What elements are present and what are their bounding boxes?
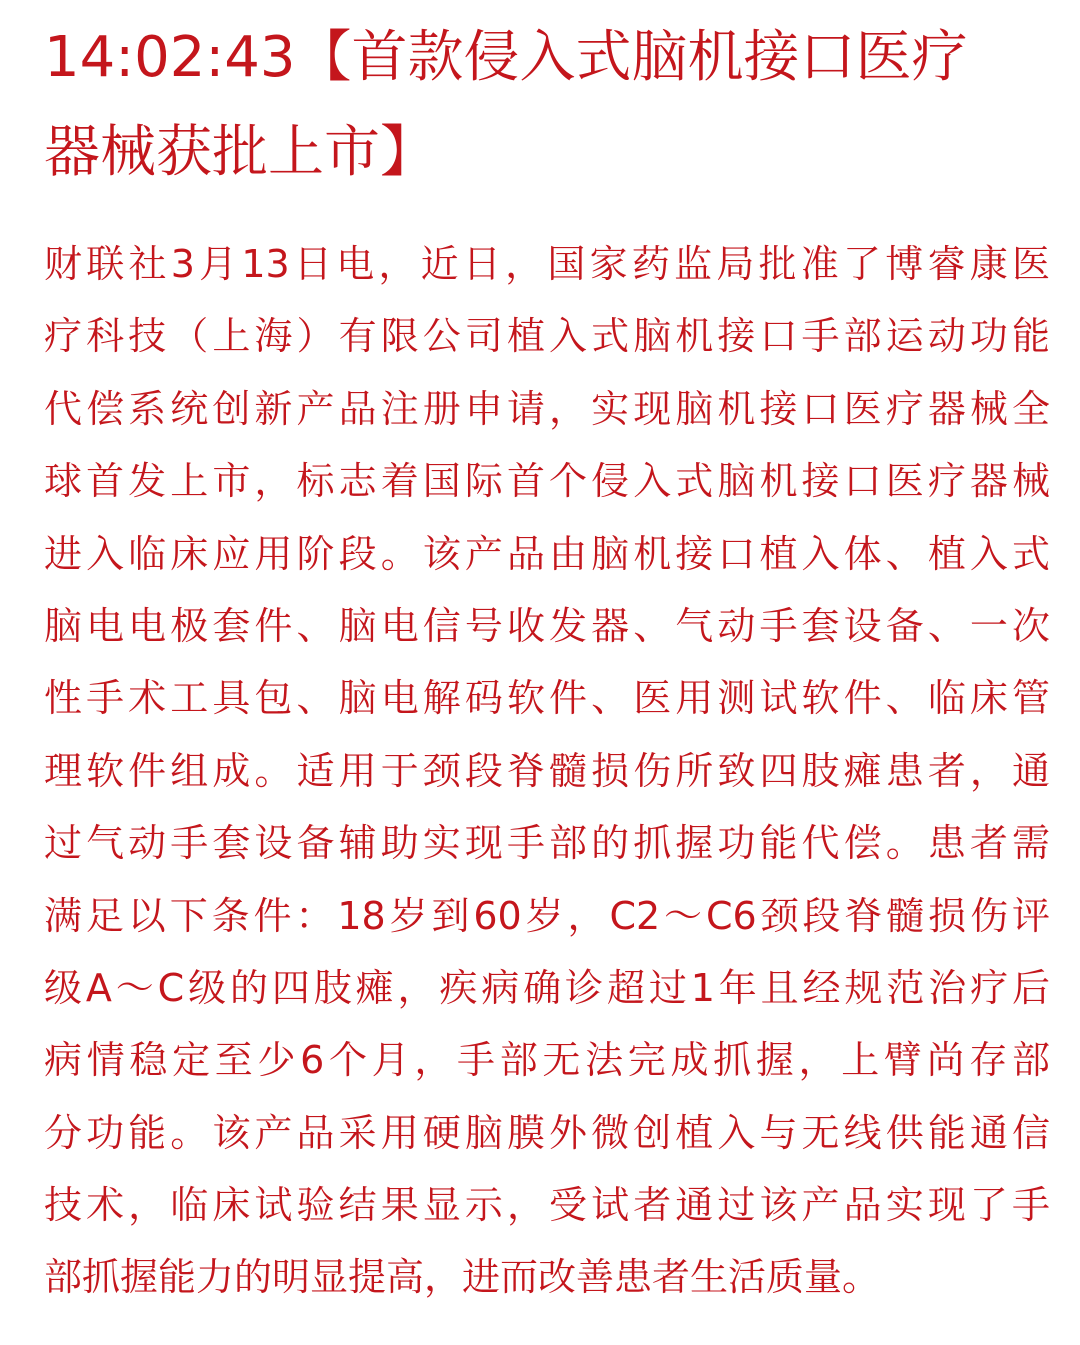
headline-line-1: 14:02:43【首款侵入式脑机接口医疗: [44, 25, 968, 90]
body-line: 脑电电极套件、脑电信号收发器、气动手套设备、一次: [44, 603, 1050, 648]
body-line: 过气动手套设备辅助实现手部的抓握功能代偿。患者需: [44, 821, 1050, 866]
body-line: 理软件组成。适用于颈段脊髓损伤所致四肢瘫患者，通: [44, 748, 1050, 793]
body-line: 进入临床应用阶段。该产品由脑机接口植入体、植入式: [44, 531, 1050, 576]
headline-line-2: 器械获批上市】: [44, 120, 436, 185]
body-line: 病情稳定至少6个月，手部无法完成抓握，上臂尚存部: [44, 1038, 1050, 1083]
body-line: 疗科技（上海）有限公司植入式脑机接口手部运动功能: [44, 314, 1050, 359]
body-line: 性手术工具包、脑电解码软件、医用测试软件、临床管: [44, 676, 1050, 721]
body-line: 技术，临床试验结果显示，受试者通过该产品实现了手: [44, 1183, 1050, 1228]
body-line: 财联社3月13日电，近日，国家药监局批准了博睿康医: [44, 242, 1050, 286]
body-line: 球首发上市，标志着国际首个侵入式脑机接口医疗器械: [44, 459, 1050, 504]
body-line: 代偿系统创新产品注册申请，实现脑机接口医疗器械全: [44, 386, 1050, 431]
news-body: [44, 228, 1050, 1314]
news-headline: [44, 18, 1044, 208]
body-line: 分功能。该产品采用硬脑膜外微创植入与无线供能通信: [44, 1110, 1050, 1155]
body-line: 部抓握能力的明显提高，进而改善患者生活质量。: [44, 1255, 881, 1300]
body-line: 级A～C级的四肢瘫，疾病确诊超过1年且经规范治疗后: [44, 965, 1050, 1010]
body-line: 满足以下条件：18岁到60岁，C2～C6颈段脊髓损伤评: [44, 893, 1050, 938]
